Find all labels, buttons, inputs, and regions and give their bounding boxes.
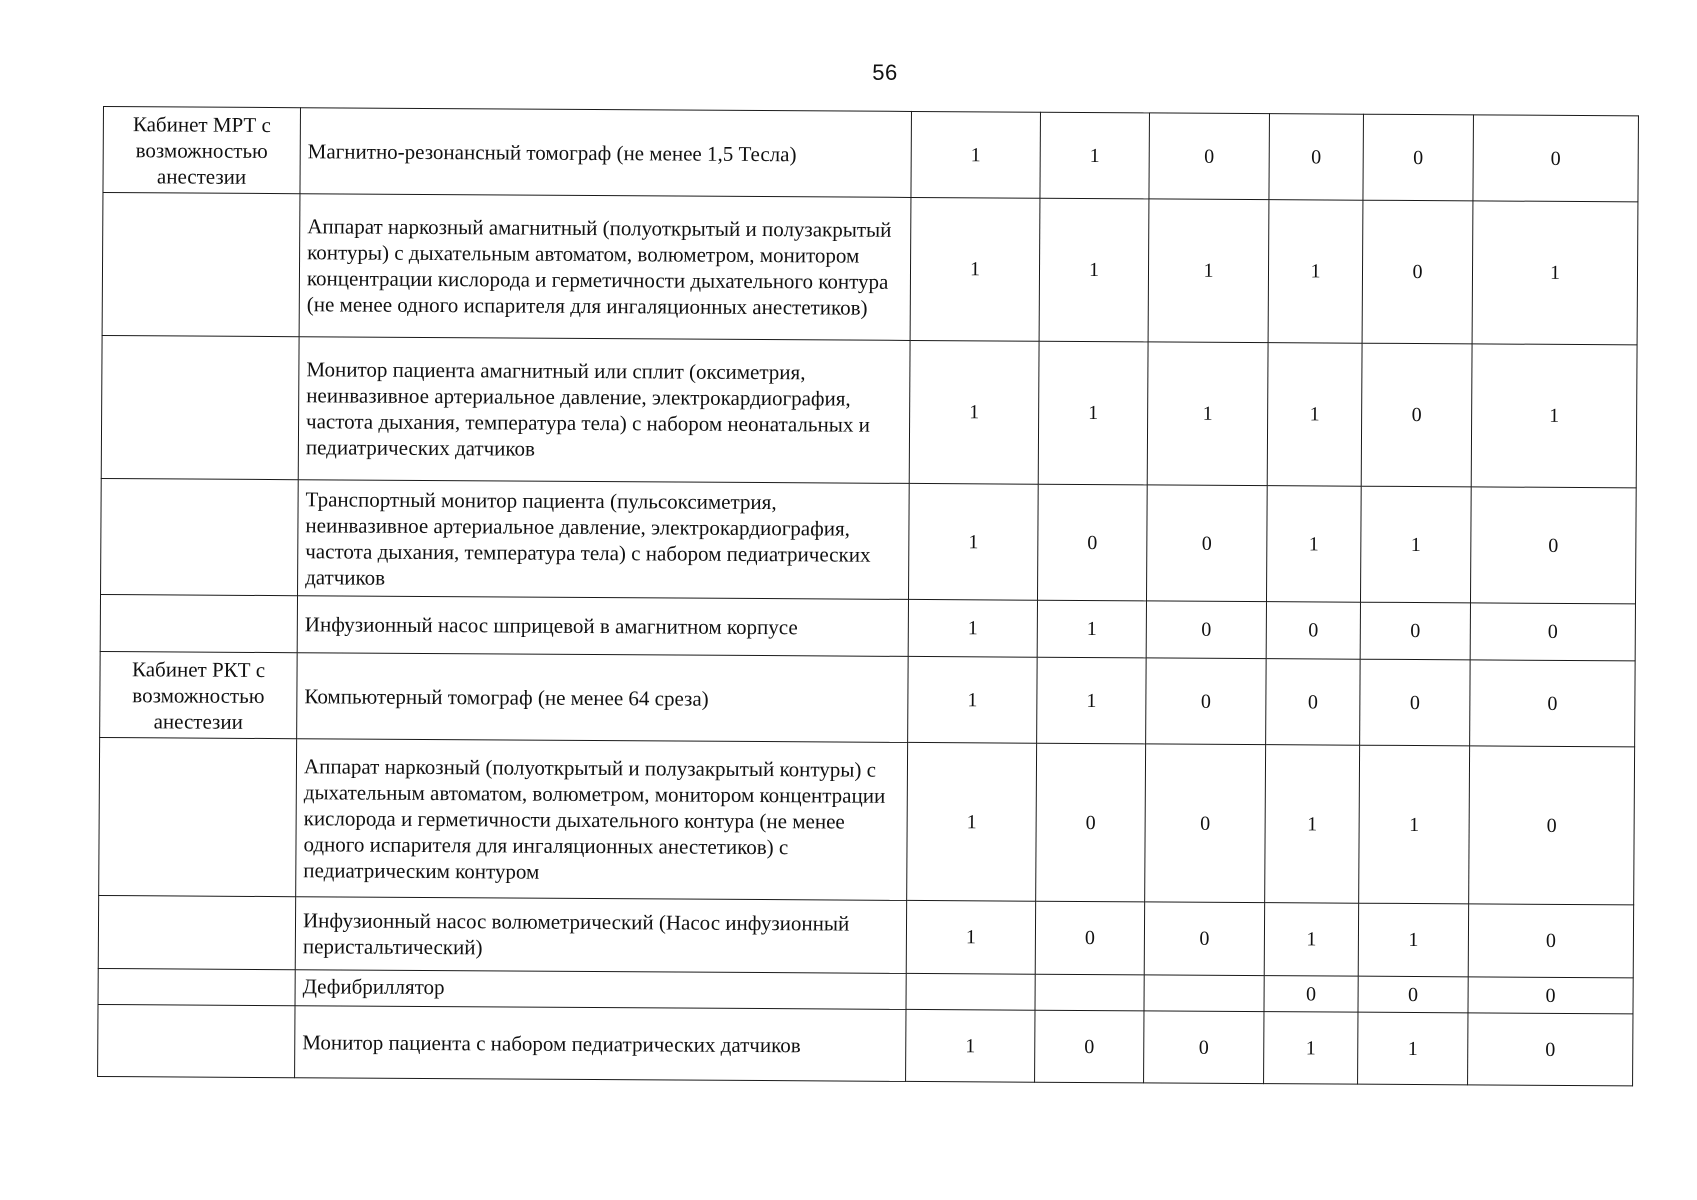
section-label (98, 968, 295, 1005)
quantity-cell: 0 (1360, 602, 1470, 660)
quantity-cell: 0 (1363, 114, 1474, 201)
quantity-cell: 0 (1468, 977, 1633, 1014)
quantity-cell: 1 (1264, 903, 1358, 977)
equipment-name: Транспортный монитор пациента (пульсоксиметрия, неинвазивное артериальное давление, электрокардиография, частота дыхания, температура тела) с набором педиатрических датчиков (298, 480, 910, 600)
equipment-name: Инфузионный насос шприцевой в амагнитном корпусе (297, 596, 908, 657)
quantity-cell: 1 (1268, 200, 1363, 344)
quantity-cell: 1 (909, 483, 1039, 600)
quantity-cell: 0 (1358, 976, 1468, 1013)
quantity-cell: 0 (1470, 487, 1636, 604)
equipment-name: Аппарат наркозный (полуоткрытый и полузакрытый контуры) с дыхательным автоматом, волюметром, монитором концентрации кислорода и герметичности дыхательного контура (не менее одного испарителя для ингаляционных анестетиков) с педиатрическим контуром (296, 739, 908, 901)
quantity-cell: 1 (906, 1009, 1035, 1082)
quantity-cell: 1 (1358, 1012, 1468, 1085)
section-label (102, 193, 300, 337)
quantity-cell: 0 (1144, 1011, 1264, 1084)
quantity-cell: 0 (1361, 343, 1472, 487)
quantity-cell: 0 (1269, 114, 1364, 201)
quantity-cell: 0 (1469, 746, 1635, 905)
equipment-name: Дефибриллятор (295, 970, 906, 1010)
quantity-cell: 1 (1471, 344, 1637, 488)
quantity-cell: 1 (1148, 199, 1269, 343)
section-label (99, 737, 297, 896)
section-label (100, 594, 297, 652)
equipment-name: Монитор пациента с набором педиатрических датчиков (295, 1006, 906, 1082)
quantity-cell: 1 (907, 742, 1037, 901)
quantity-cell: 1 (1360, 486, 1471, 603)
table-row (100, 594, 1635, 660)
section-label (98, 895, 295, 969)
quantity-cell: 1 (909, 340, 1039, 484)
quantity-cell: 0 (1146, 601, 1266, 659)
quantity-cell: 0 (1473, 115, 1639, 202)
quantity-cell: 0 (1468, 1013, 1633, 1086)
table-row (98, 1004, 1633, 1085)
table-row (98, 895, 1633, 977)
table-row (100, 651, 1635, 746)
equipment-name: Инфузионный насос волюметрический (Насос инфузионный перистальтический) (295, 897, 906, 974)
quantity-cell: 0 (1266, 602, 1360, 660)
quantity-cell: 1 (908, 599, 1037, 657)
quantity-cell: 1 (1037, 657, 1147, 744)
quantity-cell: 1 (910, 197, 1040, 341)
quantity-cell: 0 (1470, 603, 1635, 661)
equipment-name: Магнитно-резонансный томограф (не менее 1,5 Тесла) (300, 108, 912, 198)
quantity-cell: 0 (1264, 976, 1358, 1013)
section-label: Кабинет РКТ с возможностью анестезии (100, 651, 298, 738)
quantity-cell: 0 (1470, 660, 1636, 747)
quantity-cell: 0 (1037, 484, 1147, 601)
quantity-cell: 0 (1146, 485, 1267, 602)
quantity-cell: 1 (1147, 342, 1268, 486)
table-row (101, 478, 1637, 603)
equipment-name: Монитор пациента амагнитный или сплит (оксиметрия, неинвазивное артериальное давление, электрокардиография, частота дыхания, температура тела) с набором неонатальных и педиатрических датчиков (298, 337, 910, 484)
table-row (101, 335, 1637, 487)
quantity-cell: 1 (1040, 112, 1150, 199)
quantity-cell: 0 (1362, 200, 1473, 344)
quantity-cell: 1 (1039, 198, 1149, 342)
quantity-cell: 1 (911, 111, 1041, 198)
equipment-name: Компьютерный томограф (не менее 64 среза) (297, 653, 909, 743)
quantity-cell: 1 (1037, 600, 1146, 658)
equipment-table-body (98, 107, 1639, 1086)
quantity-cell: 0 (1360, 659, 1471, 746)
quantity-cell: 0 (1035, 1010, 1144, 1083)
quantity-cell: 0 (1468, 904, 1633, 978)
quantity-cell (906, 973, 1035, 1010)
quantity-cell: 0 (1035, 901, 1144, 975)
quantity-cell: 1 (1472, 201, 1638, 345)
section-label: Кабинет МРТ с возможностью анестезии (103, 107, 301, 194)
quantity-cell: 1 (1267, 343, 1362, 487)
quantity-cell: 0 (1145, 744, 1266, 903)
section-label (98, 1004, 295, 1077)
page-number: 56 (872, 60, 898, 85)
quantity-cell (1035, 974, 1144, 1011)
quantity-cell: 0 (1149, 113, 1270, 200)
table-row (103, 107, 1638, 202)
quantity-cell: 0 (1266, 659, 1361, 746)
table-row (99, 737, 1635, 904)
section-label (101, 478, 299, 595)
table-row (102, 193, 1638, 345)
quantity-cell: 1 (1264, 1012, 1358, 1085)
section-label (101, 335, 299, 479)
quantity-cell: 1 (1358, 903, 1468, 977)
equipment-table (97, 106, 1639, 1086)
quantity-cell: 0 (1146, 658, 1267, 745)
quantity-cell: 1 (1265, 745, 1360, 904)
quantity-cell: 0 (1144, 902, 1264, 976)
quantity-cell: 1 (908, 656, 1038, 743)
quantity-cell: 0 (1036, 743, 1146, 902)
quantity-cell: 1 (906, 900, 1035, 974)
quantity-cell: 1 (1359, 745, 1470, 904)
quantity-cell (1144, 975, 1264, 1012)
quantity-cell: 1 (1038, 341, 1148, 485)
equipment-name: Аппарат наркозный амагнитный (полуоткрытый и полузакрытый контуры) с дыхательным автоматом, волюметром, монитором концентрации кислорода и герметичности дыхательного контура (не менее одного испарителя для ингаляционных анестетиков) (299, 194, 911, 341)
quantity-cell: 1 (1266, 486, 1361, 603)
equipment-table-container (97, 106, 1638, 1086)
